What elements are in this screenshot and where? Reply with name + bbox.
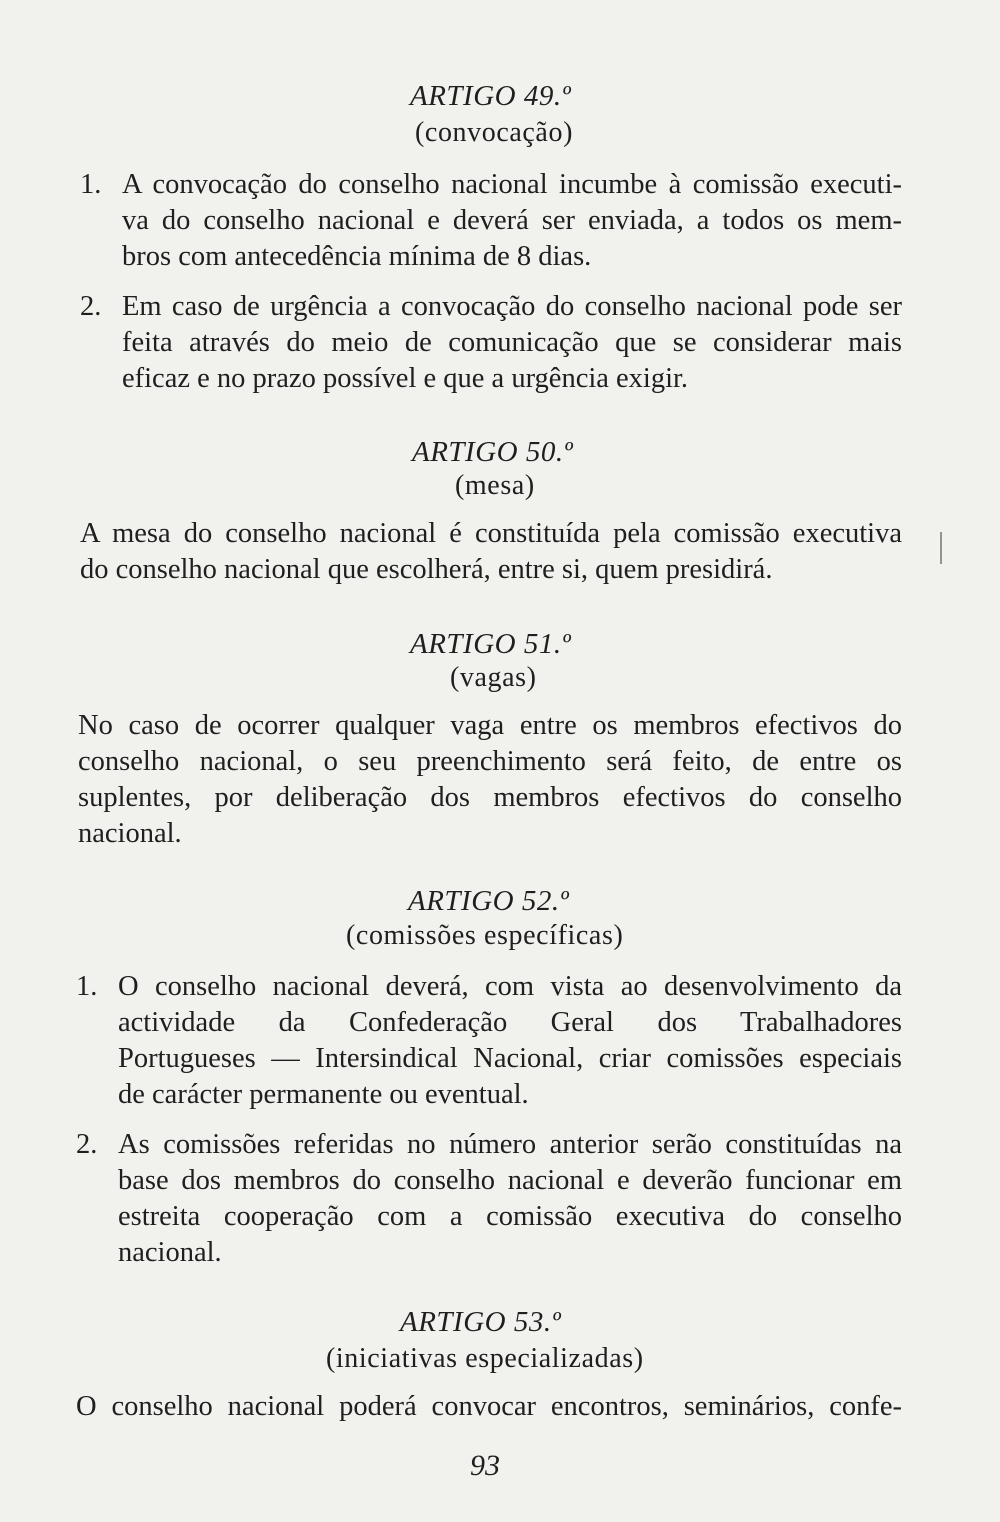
article-51-line: No caso de ocorrer qualquer vaga entre os membros efectivos do [78,710,902,741]
article-52-item-1-line: actividade da Confederação Geral dos Trabalhadores [118,1007,902,1038]
article-50-line: A mesa do conselho nacional é constituída pela comissão executiva [80,518,902,549]
article-50-title: ARTIGO 50.º [412,436,574,468]
article-49-item-2-line: eficaz e no prazo possível e que a urgência exigir. [122,363,689,394]
article-49-subtitle: (convocação) [415,117,573,148]
article-52-item-1-number: 1. [76,971,98,1002]
article-49-item-1-line: A convocação do conselho nacional incumbe à comissão executi- [122,169,902,200]
article-49-item-2-number: 2. [80,291,102,322]
article-49-item-1-number: 1. [80,169,102,200]
article-51-line: suplentes, por deliberação dos membros efectivos do conselho [78,782,902,813]
article-52-title: ARTIGO 52.º [408,885,570,917]
article-49-item-2-line: feita através do meio de comunicação que se considerar mais [122,327,902,358]
article-53-subtitle: (iniciativas especializadas) [326,1343,644,1374]
article-52-item-2-line: estreita cooperação com a comissão executiva do conselho [118,1201,902,1232]
article-51-line: conselho nacional, o seu preenchimento será feito, de entre os [78,746,902,777]
article-52-item-2-line: As comissões referidas no número anterior serão constituídas na [118,1129,902,1160]
article-52-item-2-line: nacional. [118,1237,222,1268]
article-49-title: ARTIGO 49.º [410,80,572,112]
article-49-item-1-line: bros com antecedência mínima de 8 dias. [122,241,592,272]
article-50-line: do conselho nacional que escolherá, entre si, quem presidirá. [80,554,773,585]
article-51-title: ARTIGO 51.º [410,628,572,660]
article-52-subtitle: (comissões específicas) [346,920,624,951]
article-53-title: ARTIGO 53.º [400,1306,562,1338]
article-52-item-1-line: Portugueses — Intersindical Nacional, criar comissões especiais [118,1043,902,1074]
article-51-subtitle: (vagas) [450,662,537,693]
article-52-item-2-number: 2. [76,1129,98,1160]
article-49-item-2-line: Em caso de urgência a convocação do conselho nacional pode ser [122,291,902,322]
margin-mark [940,532,942,564]
article-52-item-1-line: de carácter permanente ou eventual. [118,1079,529,1110]
article-52-item-2-line: base dos membros do conselho nacional e deverão funcionar em [118,1165,902,1196]
article-50-subtitle: (mesa) [455,470,535,501]
page-number: 93 [470,1449,500,1482]
article-52-item-1-line: O conselho nacional deverá, com vista ao desenvolvimento da [118,971,902,1002]
article-51-line: nacional. [78,818,182,849]
article-53-line: O conselho nacional poderá convocar encontros, seminários, confe- [76,1391,902,1422]
article-49-item-1-line: va do conselho nacional e deverá ser enviada, a todos os mem- [122,205,902,236]
